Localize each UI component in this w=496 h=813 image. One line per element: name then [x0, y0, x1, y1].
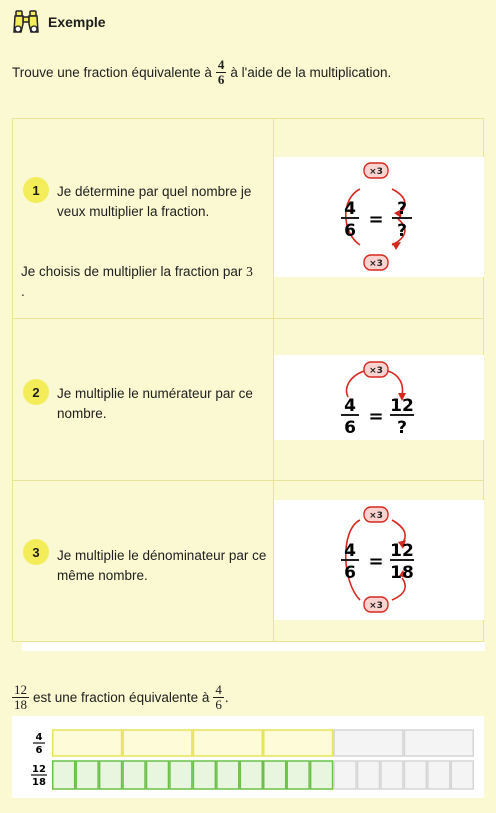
diagram-2-left-num: 4	[344, 396, 356, 416]
bar-row-2-num: 12	[32, 764, 46, 775]
bar-row-2-cell-filled	[100, 761, 122, 789]
bar-row-1-num: 4	[35, 732, 43, 743]
bar-row-2-cell-filled	[264, 761, 286, 789]
bar-row-1-cell-filled	[53, 730, 122, 756]
bar-row-2-cell-filled	[240, 761, 262, 789]
diagram-2-panel	[274, 355, 484, 440]
conclusion-text: est une fraction équivalente à	[33, 690, 210, 705]
bar-row-2-cell-filled	[170, 761, 192, 789]
conclusion-ref-fraction	[213, 683, 224, 712]
step-1-note-text: Je choisis de multiplier la fraction par	[21, 264, 243, 279]
bar-row-2-cell-filled	[147, 761, 169, 789]
bar-row-1-cell-empty	[404, 730, 473, 756]
bar-row-2-cell-empty	[404, 761, 426, 789]
diagram-2-right-den: ?	[397, 418, 407, 438]
diagram-3-right-num: 12	[390, 541, 414, 561]
diagram-1-left-den: 6	[344, 221, 356, 241]
diagram-3	[274, 500, 484, 620]
bar-row-2-cell-empty	[334, 761, 356, 789]
diagram-3-equals: =	[368, 551, 384, 572]
diagram-2	[274, 355, 484, 440]
diagram-1	[274, 157, 484, 277]
step-2-badge: 2	[23, 379, 49, 405]
bar-row-2-cell-empty	[358, 761, 380, 789]
diagram-3-panel	[274, 500, 484, 620]
intro-text-after: à l'aide de la multiplication.	[230, 65, 392, 80]
step-1-note-value: 3	[246, 264, 253, 279]
row-divider	[12, 480, 484, 481]
binoculars-icon	[12, 10, 40, 34]
example-title: Exemple	[48, 14, 106, 30]
row-divider	[12, 318, 484, 319]
diagram-3-top-label: ×3	[369, 511, 383, 521]
fraction-bar-model	[12, 716, 484, 798]
bar-row-2-cell-filled	[217, 761, 239, 789]
diagram-1-left-num: 4	[344, 199, 356, 219]
step-2-text: Je multiplie le numérateur par ce nombre.	[57, 386, 253, 421]
intro-sentence	[12, 58, 391, 87]
example-header	[12, 10, 106, 34]
intro-fraction-numerator: 4	[217, 57, 225, 72]
bar-row-1-cell-filled	[264, 730, 333, 756]
conclusion-fraction-numerator: 12	[14, 682, 27, 697]
diagram-1-panel	[274, 157, 484, 277]
conclusion-fraction	[12, 683, 29, 712]
diagram-3-right-den: 18	[390, 563, 414, 583]
diagram-2-top-label: ×3	[369, 366, 383, 376]
bar-row-2-cell-filled	[53, 761, 75, 789]
diagram-1-equals: =	[368, 209, 384, 230]
diagram-3-bottom-label: ×3	[369, 601, 383, 611]
diagram-2-equals: =	[368, 406, 384, 427]
conclusion-end: .	[224, 690, 229, 705]
bar-row-2-cell-filled	[76, 761, 98, 789]
intro-fraction	[216, 58, 227, 87]
conclusion-ref-numerator: 4	[215, 682, 222, 697]
fraction-bar-model-svg	[12, 716, 484, 798]
bar-row-2-cell-empty	[451, 761, 473, 789]
diagram-2-arc-right	[388, 371, 402, 395]
bar-row-2-cell-filled	[193, 761, 215, 789]
step-1-note	[21, 262, 271, 302]
step-1-badge: 1	[23, 177, 49, 203]
diagram-2-left-den: 6	[344, 418, 356, 438]
table-footer-strip	[22, 642, 485, 651]
bar-cells	[53, 730, 474, 789]
diagram-1-right-num: ?	[397, 199, 407, 219]
step-1-text: Je détermine par quel nombre je veux multiplier la fraction.	[57, 184, 252, 219]
conclusion-ref-denominator: 6	[215, 697, 222, 712]
intro-fraction-denominator: 6	[217, 72, 225, 87]
diagram-1-right-den: ?	[397, 221, 407, 241]
bar-row-1-den: 6	[35, 745, 43, 756]
diagram-2-right-num: 12	[390, 396, 414, 416]
conclusion-fraction-denominator: 18	[14, 697, 27, 712]
bar-row-1-cell-filled	[193, 730, 262, 756]
bar-row-2-den: 18	[32, 777, 46, 788]
bar-row-1-cell-filled	[123, 730, 192, 756]
bar-row-2-cell-filled	[287, 761, 309, 789]
arrow-up-icon	[392, 242, 401, 250]
bar-row-2-cell-filled	[311, 761, 333, 789]
diagram-3-left-den: 6	[344, 563, 356, 583]
intro-text: Trouve une fraction équivalente à	[12, 65, 212, 80]
step-3-text: Je multiplie le dénominateur par ce même nombre.	[57, 548, 267, 583]
diagram-2-arc-left	[347, 371, 364, 397]
step-3-badge: 3	[23, 539, 49, 565]
conclusion-sentence	[12, 683, 229, 712]
diagram-1-top-label: ×3	[369, 167, 383, 177]
bar-row-2-cell-empty	[428, 761, 450, 789]
bar-row-1-cell-empty	[334, 730, 403, 756]
diagram-3-left-num: 4	[344, 541, 356, 561]
diagram-1-bottom-label: ×3	[369, 259, 383, 269]
step-1-note-end: .	[21, 284, 25, 299]
bar-row-2-cell-empty	[381, 761, 403, 789]
bar-row-2-cell-filled	[123, 761, 145, 789]
